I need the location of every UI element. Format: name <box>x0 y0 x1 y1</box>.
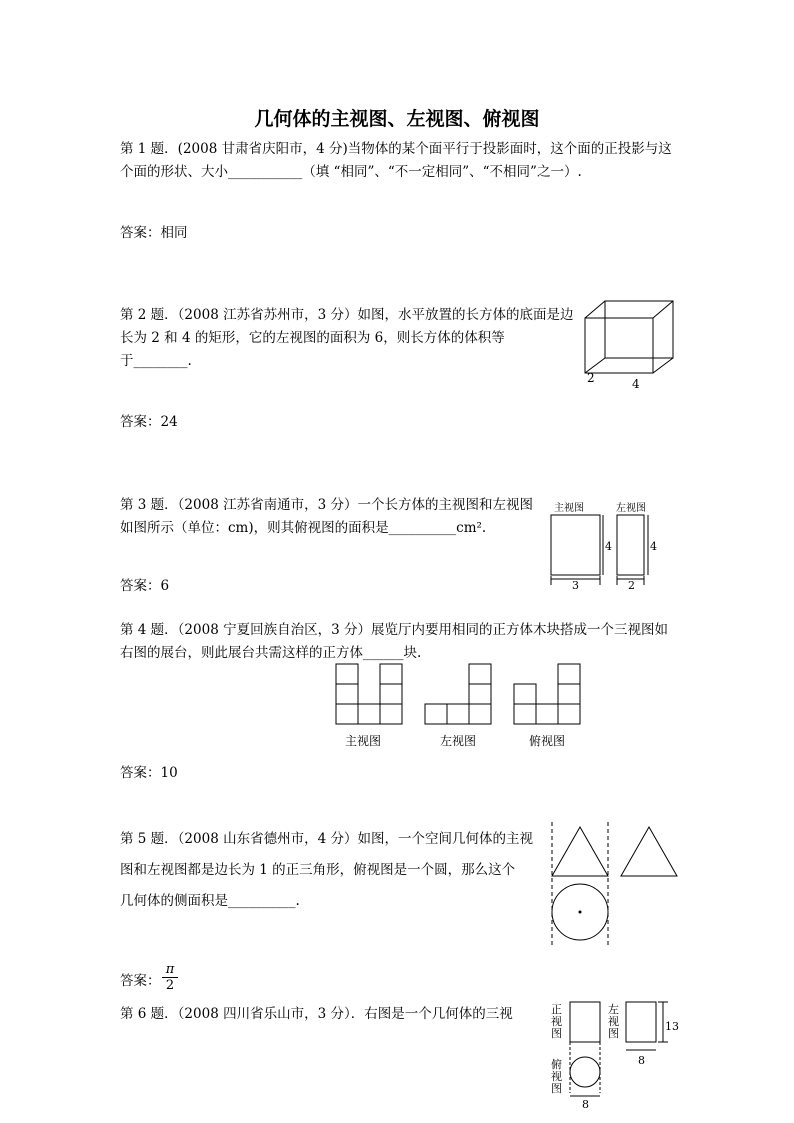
q6-top-label-text-char: 视 <box>551 1070 562 1083</box>
q3-dim-front-w: 3 <box>572 579 579 592</box>
q3-dim-left-h: 4 <box>650 540 657 553</box>
q3-views-figure <box>545 498 665 594</box>
q5-line1: 第 5 题．（2008 山东省德州市，4 分）如图，一个空间几何体的主视 <box>120 831 533 847</box>
q1-line2: 个面的形状、大小___________（填 “相同”、“不一定相同”、“不相同”之一）. <box>120 164 582 180</box>
q6-front-label-text-char: 图 <box>551 1027 562 1040</box>
q4-line1: 第 4 题．（2008 宁夏回族自治区，3 分）展览厅内要用相同的正方体木块搭成一个三视图如 <box>120 622 668 638</box>
q6-dim-w-left: 8 <box>638 1054 645 1067</box>
q4-caption-top: 俯视图 <box>529 734 566 748</box>
q6-top-label-text-char: 图 <box>551 1082 562 1095</box>
q2-line2: 长为 2 和 4 的矩形，它的左视图的面积为 6，则长方体的体积等 <box>120 330 505 346</box>
q3-left-label: 左视图 <box>616 503 646 514</box>
q6-dim-w-top: 8 <box>582 1098 589 1110</box>
q3-line2: 如图所示（单位：cm)，则其俯视图的面积是__________cm². <box>120 520 487 536</box>
q5-views-figure <box>545 822 685 946</box>
q5-answer-denominator: 2 <box>162 977 178 993</box>
q2-label-4: 4 <box>632 377 640 391</box>
q5-answer-numerator: π <box>165 962 175 977</box>
q6-left-label-text-char: 左 <box>608 1003 619 1016</box>
q2-line1: 第 2 题．（2008 江苏省苏州市，3 分）如图，水平放置的长方体的底面是边 <box>120 307 574 323</box>
q6-views-figure <box>545 998 685 1110</box>
q3-front-label: 主视图 <box>554 503 584 514</box>
q6-left-label <box>608 1003 619 1040</box>
q6-top-label-text-char: 俯 <box>551 1058 562 1071</box>
q6-left-label-text-char: 图 <box>608 1027 619 1040</box>
q3-dim-front-h: 4 <box>605 540 612 553</box>
q4-views-figure <box>330 660 585 726</box>
q3-line1: 第 3 题．（2008 江苏省南通市，3 分）一个长方体的主视图和左视图 <box>120 497 533 513</box>
q5-answer-fraction <box>162 962 178 993</box>
q5-line2: 图和左视图都是边长为 1 的正三角形，俯视图是一个圆，那么这个 <box>120 862 516 878</box>
q6-left-label-text-char: 视 <box>608 1015 619 1028</box>
q6-dim-h: 13 <box>665 1020 679 1033</box>
q6-front-label-text-char: 视 <box>551 1015 562 1028</box>
q1-answer: 答案：相同 <box>120 225 188 241</box>
q3-dim-left-w: 2 <box>628 579 635 592</box>
q2-label-2: 2 <box>587 371 595 385</box>
q2-cuboid-figure <box>580 296 685 396</box>
q2-answer: 答案：24 <box>120 414 178 430</box>
q3-answer: 答案：6 <box>120 578 170 594</box>
q6-front-label-text-char: 正 <box>551 1003 562 1016</box>
q4-line2: 右图的展台，则此展台共需这样的正方体______块. <box>120 645 422 661</box>
q6-front-label <box>551 1003 562 1040</box>
q4-answer: 答案：10 <box>120 765 178 781</box>
page-title: 几何体的主视图、左视图、俯视图 <box>254 108 540 130</box>
q4-caption-left: 左视图 <box>440 734 477 748</box>
q5-line3: 几何体的侧面积是__________. <box>120 893 300 909</box>
q6-top-label <box>551 1058 562 1095</box>
q1-line1: 第 1 题．(2008 甘肃省庆阳市，4 分)当物体的某个面平行于投影面时，这个面的正投影与这 <box>120 141 672 157</box>
q4-caption-front: 主视图 <box>345 734 382 748</box>
q5-answer-prefix: 答案： <box>120 973 161 989</box>
q2-line3: 于________. <box>120 353 192 369</box>
q6-line1: 第 6 题．（2008 四川省乐山市，3 分）．右图是一个几何体的三视 <box>120 1006 513 1022</box>
